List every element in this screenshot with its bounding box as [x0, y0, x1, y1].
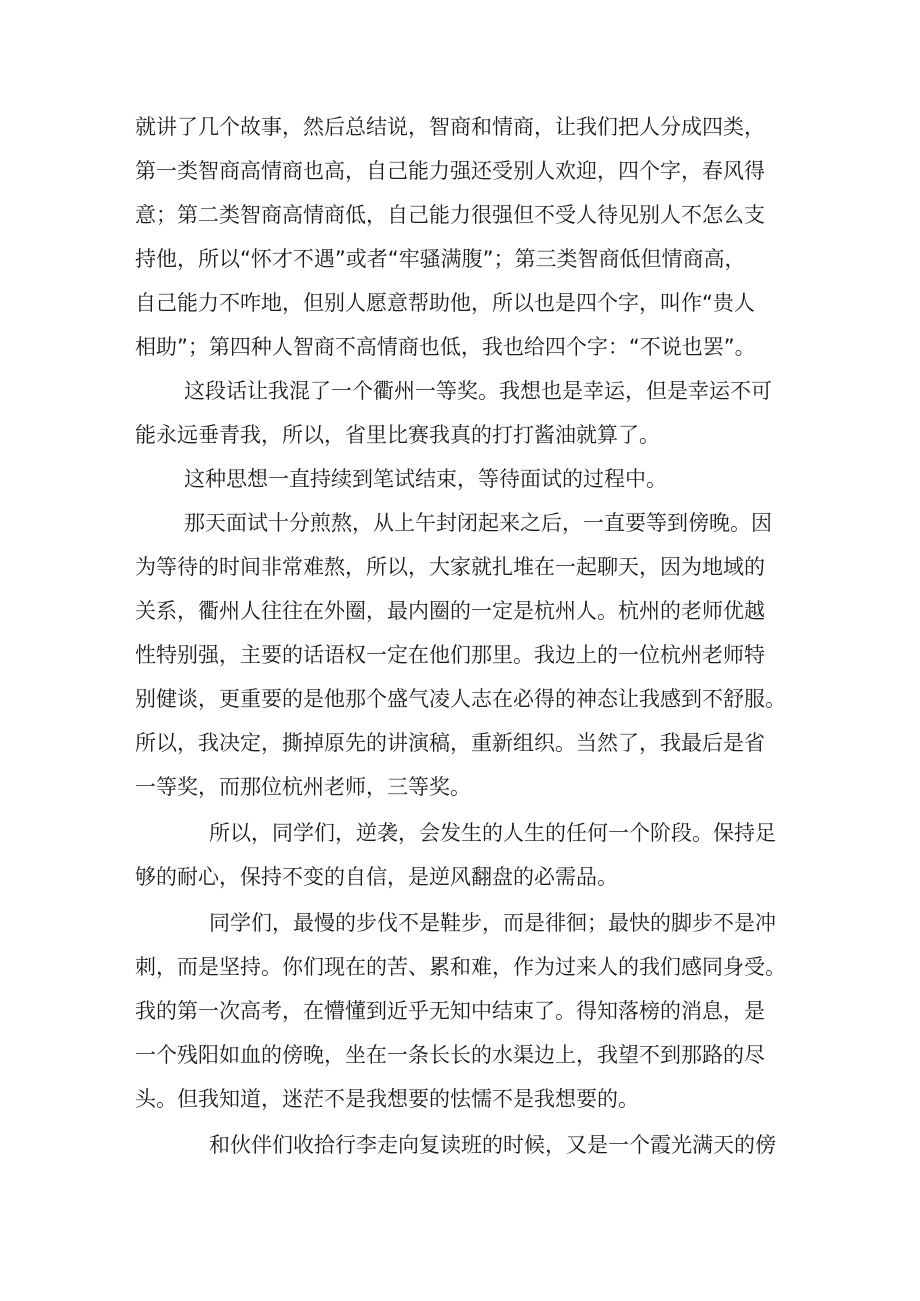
text-line: 别健谈，更重要的是他那个盛气凌人志在必得的神态让我感到不舒服。	[135, 687, 786, 711]
text-line: 性特别强，主要的话语权一定在他们那里。我边上的一位杭州老师特	[135, 643, 765, 667]
text-line: 一等奖，而那位杭州老师，三等奖。	[135, 775, 471, 799]
text-line: 关系，衢州人往往在外圈，最内圈的一定是杭州人。杭州的老师优越	[135, 599, 765, 623]
text-line: 持他，所以“怀才不遇”或者“牢骚满腹”；第三类智商低但情商高，	[135, 247, 746, 271]
text-line: 刺，而是坚持。你们现在的苦、累和难，作为过来人的我们感同身受。	[135, 955, 786, 979]
text-line: 能永远垂青我，所以，省里比赛我真的打打酱油就算了。	[135, 423, 660, 447]
text-line: 第一类智商高情商也高，自己能力强还受别人欢迎，四个字，春风得	[135, 159, 765, 183]
text-line: 我的第一次高考，在懵懂到近乎无知中结束了。得知落榜的消息，是	[135, 999, 765, 1023]
text-line: 一个残阳如血的傍晚，坐在一条长长的水渠边上，我望不到那路的尽	[135, 1043, 765, 1067]
text-line: 那天面试十分煎熬，从上午封闭起来之后，一直要等到傍晚。因	[184, 511, 772, 535]
text-line: 自己能力不咋地，但别人愿意帮助他，所以也是四个字，叫作“贵人	[135, 291, 755, 315]
text-line: 这段话让我混了一个衢州一等奖。我想也是幸运，但是幸运不可	[184, 379, 772, 403]
text-line: 所以，我决定，撕掉原先的讲演稿，重新组织。当然了，我最后是省	[135, 731, 765, 755]
text-line: 同学们，最慢的步伐不是鞋步，而是徘徊；最快的脚步不是冲	[209, 911, 776, 935]
text-line: 意；第二类智商高情商低，自己能力很强但不受人待见别人不怎么支	[135, 203, 765, 227]
text-line: 为等待的时间非常难熬，所以，大家就扎堆在一起聊天，因为地域的	[135, 555, 765, 579]
text-line: 头。但我知道，迷茫不是我想要的怯懦不是我想要的。	[135, 1087, 639, 1111]
text-line: 和伙伴们收拾行李走向复读班的时候，又是一个霞光满天的傍	[209, 1133, 776, 1157]
text-line: 所以，同学们，逆袭，会发生的人生的任何一个阶段。保持足	[209, 821, 776, 845]
text-line: 够的耐心，保持不变的自信，是逆风翻盘的必需品。	[135, 865, 618, 889]
text-line: 相助”；第四种人智商不高情商也低，我也给四个字：“不说也罢”。	[135, 335, 756, 359]
text-line: 这种思想一直持续到笔试结束，等待面试的过程中。	[184, 467, 667, 491]
text-line: 就讲了几个故事，然后总结说，智商和情商，让我们把人分成四类，	[135, 115, 765, 139]
